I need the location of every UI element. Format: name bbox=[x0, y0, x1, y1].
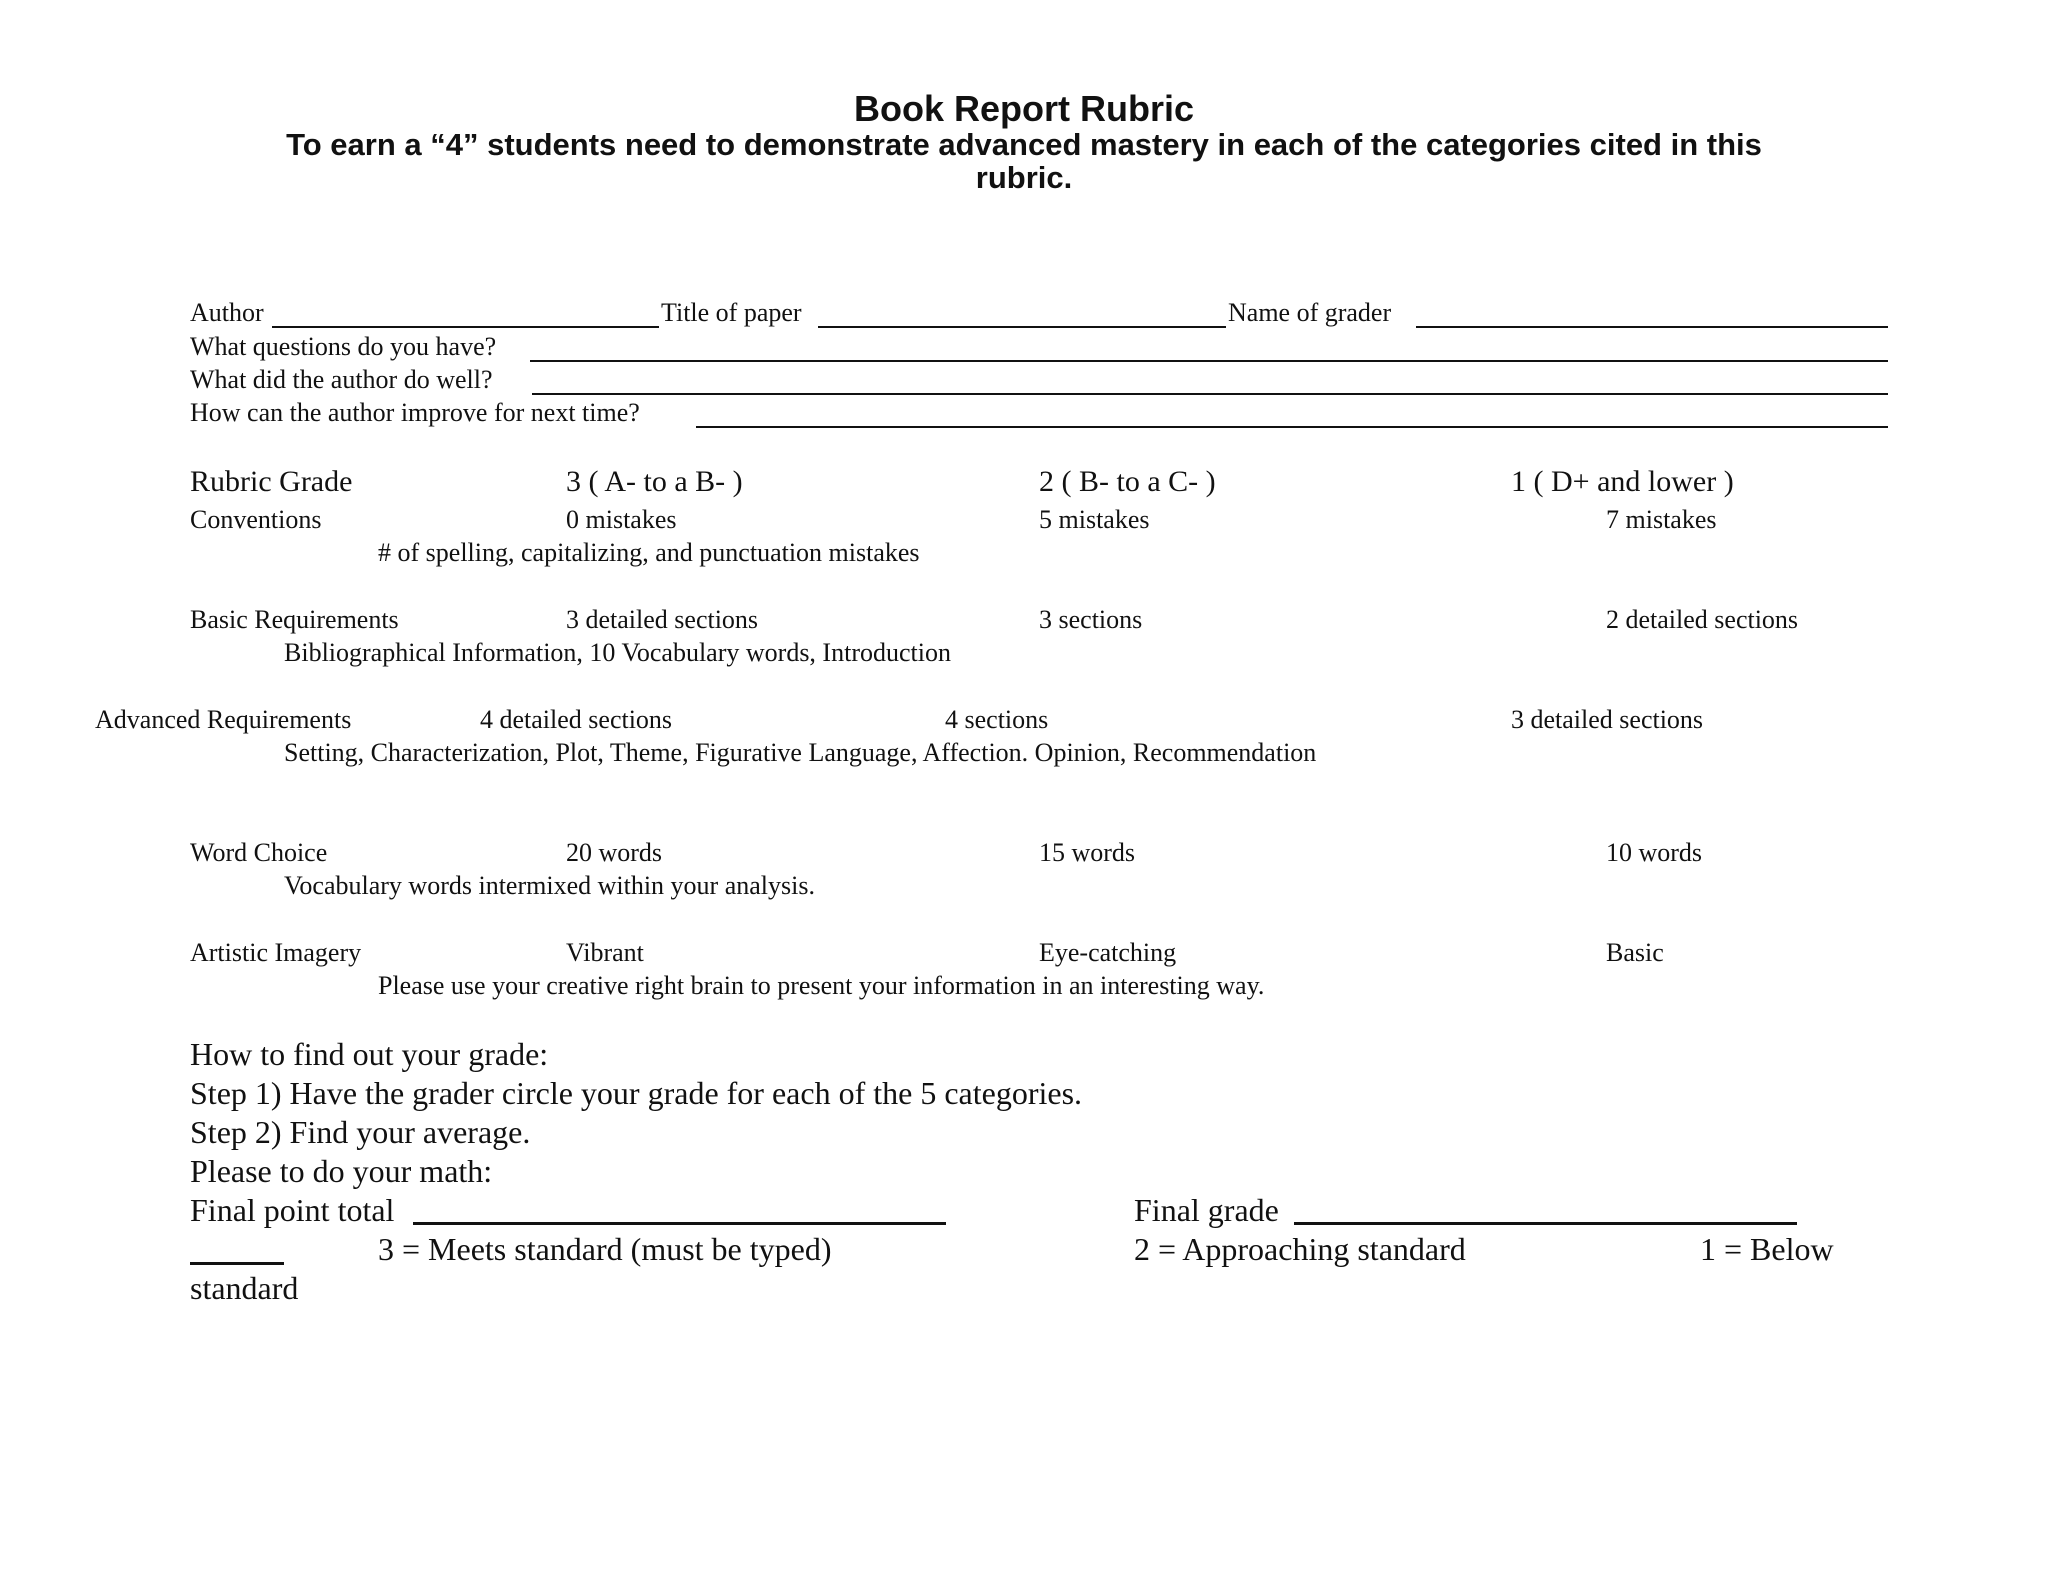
page-title: Book Report Rubric bbox=[853, 88, 1194, 129]
row-word-choice-3: 20 words bbox=[566, 838, 663, 867]
row-advanced-1: 3 detailed sections bbox=[1511, 705, 1704, 734]
grader-field[interactable] bbox=[1416, 326, 1888, 328]
row-word-choice-1: 10 words bbox=[1606, 838, 1703, 867]
title-label: Title of paper bbox=[661, 298, 802, 327]
row-word-choice-name: Word Choice bbox=[190, 838, 328, 867]
row-word-choice-note: Vocabulary words intermixed within your analysis. bbox=[284, 871, 815, 900]
instructions-step-2: Step 2) Find your average. bbox=[190, 1114, 531, 1150]
row-basic-note: Bibliographical Information, 10 Vocabulary words, Introduction bbox=[284, 638, 951, 667]
subtitle-line-1: To earn a “4” students need to demonstrate advanced mastery in each of the categories cited in this bbox=[286, 127, 1762, 162]
final-point-total-label: Final point total bbox=[190, 1192, 395, 1228]
title-field[interactable] bbox=[818, 326, 1226, 328]
row-advanced-3: 4 detailed sections bbox=[480, 705, 673, 734]
row-basic-2: 3 sections bbox=[1039, 605, 1143, 634]
subtitle-line-2: rubric. bbox=[975, 160, 1073, 195]
row-artistic-1: Basic bbox=[1606, 938, 1664, 967]
row-word-choice-2: 15 words bbox=[1039, 838, 1136, 867]
row-artistic-name: Artistic Imagery bbox=[190, 938, 362, 967]
rubric-header-grade: Rubric Grade bbox=[190, 465, 353, 498]
row-conventions-name: Conventions bbox=[190, 505, 322, 534]
approaching-standard: 2 = Approaching standard bbox=[1134, 1231, 1466, 1267]
questions-field[interactable] bbox=[530, 360, 1888, 362]
questions-label: What questions do you have? bbox=[190, 332, 497, 361]
instructions-heading: How to find out your grade: bbox=[190, 1036, 549, 1072]
final-grade-label: Final grade bbox=[1134, 1192, 1279, 1228]
rubric-header-2: 2 ( B- to a C- ) bbox=[1039, 465, 1216, 498]
author-field[interactable] bbox=[272, 326, 659, 328]
well-label: What did the author do well? bbox=[190, 365, 493, 394]
author-label: Author bbox=[190, 298, 264, 327]
row-conventions-3: 0 mistakes bbox=[566, 505, 677, 534]
row-basic-3: 3 detailed sections bbox=[566, 605, 759, 634]
improve-field[interactable] bbox=[696, 426, 1888, 428]
improve-label: How can the author improve for next time? bbox=[190, 398, 640, 427]
below-standard-part-1: 1 = Below bbox=[1700, 1231, 1834, 1267]
final-grade-field[interactable] bbox=[1294, 1222, 1797, 1225]
row-advanced-2: 4 sections bbox=[945, 705, 1049, 734]
well-field[interactable] bbox=[532, 393, 1888, 395]
row-basic-1: 2 detailed sections bbox=[1606, 605, 1799, 634]
meets-standard: 3 = Meets standard (must be typed) bbox=[378, 1231, 832, 1267]
row-advanced-note: Setting, Characterization, Plot, Theme, Figurative Language, Affection. Opinion, Recommendation bbox=[284, 738, 1317, 767]
final-point-total-field[interactable] bbox=[413, 1222, 946, 1225]
row-basic-name: Basic Requirements bbox=[190, 605, 399, 634]
row-artistic-3: Vibrant bbox=[566, 938, 644, 967]
rubric-header-1: 1 ( D+ and lower ) bbox=[1511, 465, 1734, 498]
row-artistic-note: Please use your creative right brain to present your information in an interesting way. bbox=[378, 971, 1265, 1000]
row-conventions-1: 7 mistakes bbox=[1606, 505, 1717, 534]
row-conventions-note: # of spelling, capitalizing, and punctuation mistakes bbox=[378, 538, 920, 567]
instructions-step-1: Step 1) Have the grader circle your grade for each of the 5 categories. bbox=[190, 1075, 1083, 1111]
instructions-math: Please to do your math: bbox=[190, 1153, 493, 1189]
below-standard-part-2: standard bbox=[190, 1270, 299, 1306]
rubric-header-3: 3 ( A- to a B- ) bbox=[566, 465, 743, 498]
row-artistic-2: Eye-catching bbox=[1039, 938, 1177, 967]
row-advanced-name: Advanced Requirements bbox=[95, 705, 352, 734]
row-conventions-2: 5 mistakes bbox=[1039, 505, 1150, 534]
page-subtitle bbox=[0, 128, 2048, 194]
score-blank-field[interactable] bbox=[190, 1262, 284, 1265]
grader-label: Name of grader bbox=[1228, 298, 1392, 327]
